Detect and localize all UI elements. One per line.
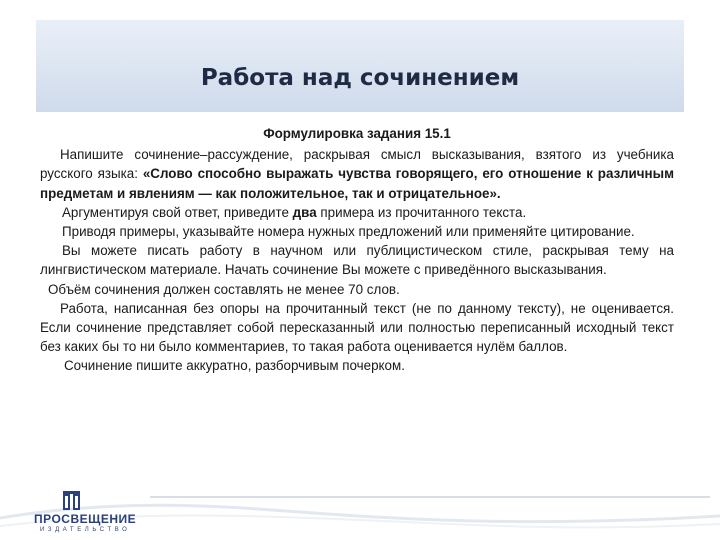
quote-text: «Слово способно выражать чувства говорящего, его отношение к различным предметам и явлениям — как положительное, так и отрицательное».	[40, 166, 674, 201]
slide-title: Работа над сочинением	[200, 65, 520, 91]
paragraph-2-bold: два	[292, 204, 317, 220]
paragraph-7: Сочинение пишите аккуратно, разборчивым почерком.	[64, 358, 405, 374]
paragraph-1	[40, 145, 674, 203]
publisher-logo-icon	[62, 490, 82, 512]
paragraph-3: Приводя примеры, указывайте номера нужных предложений или применяйте цитирование.	[62, 224, 635, 240]
paragraph-2-text-a: Аргументируя свой ответ, приведите	[62, 204, 293, 220]
paragraph-4: Вы можете писать работу в научном или публицистическом стиле, раскрывая тему на лингвистическом материале. Начать сочинение Вы можете с приведённого высказывания.	[40, 243, 674, 278]
paragraph-5: Объём сочинения должен составлять не менее 70 слов.	[48, 281, 400, 297]
task-heading: Формулировка задания 15.1	[263, 126, 451, 141]
paragraph-6: Работа, написанная без опоры на прочитанный текст (не по данному тексту), не оценивается. Если сочинение представляет собой пересказанный или полностью переписанный исходный текст без каких бы то ни было комментариев, то такая работа оценивается нулём баллов.	[40, 300, 674, 355]
paragraph-2	[40, 203, 674, 222]
paragraph-1-text: Напишите сочинение–рассуждение, раскрывая смысл высказывания, взятого из учебника русского языка:	[40, 147, 674, 182]
title-band	[36, 20, 684, 112]
task-text	[40, 124, 674, 376]
paragraph-2-text-b: примера из прочитанного текста.	[316, 204, 527, 220]
publisher-name: ПРОСВЕЩЕНИЕ	[34, 512, 137, 526]
publisher-subtitle: ИЗДАТЕЛЬСТВО	[40, 527, 131, 533]
